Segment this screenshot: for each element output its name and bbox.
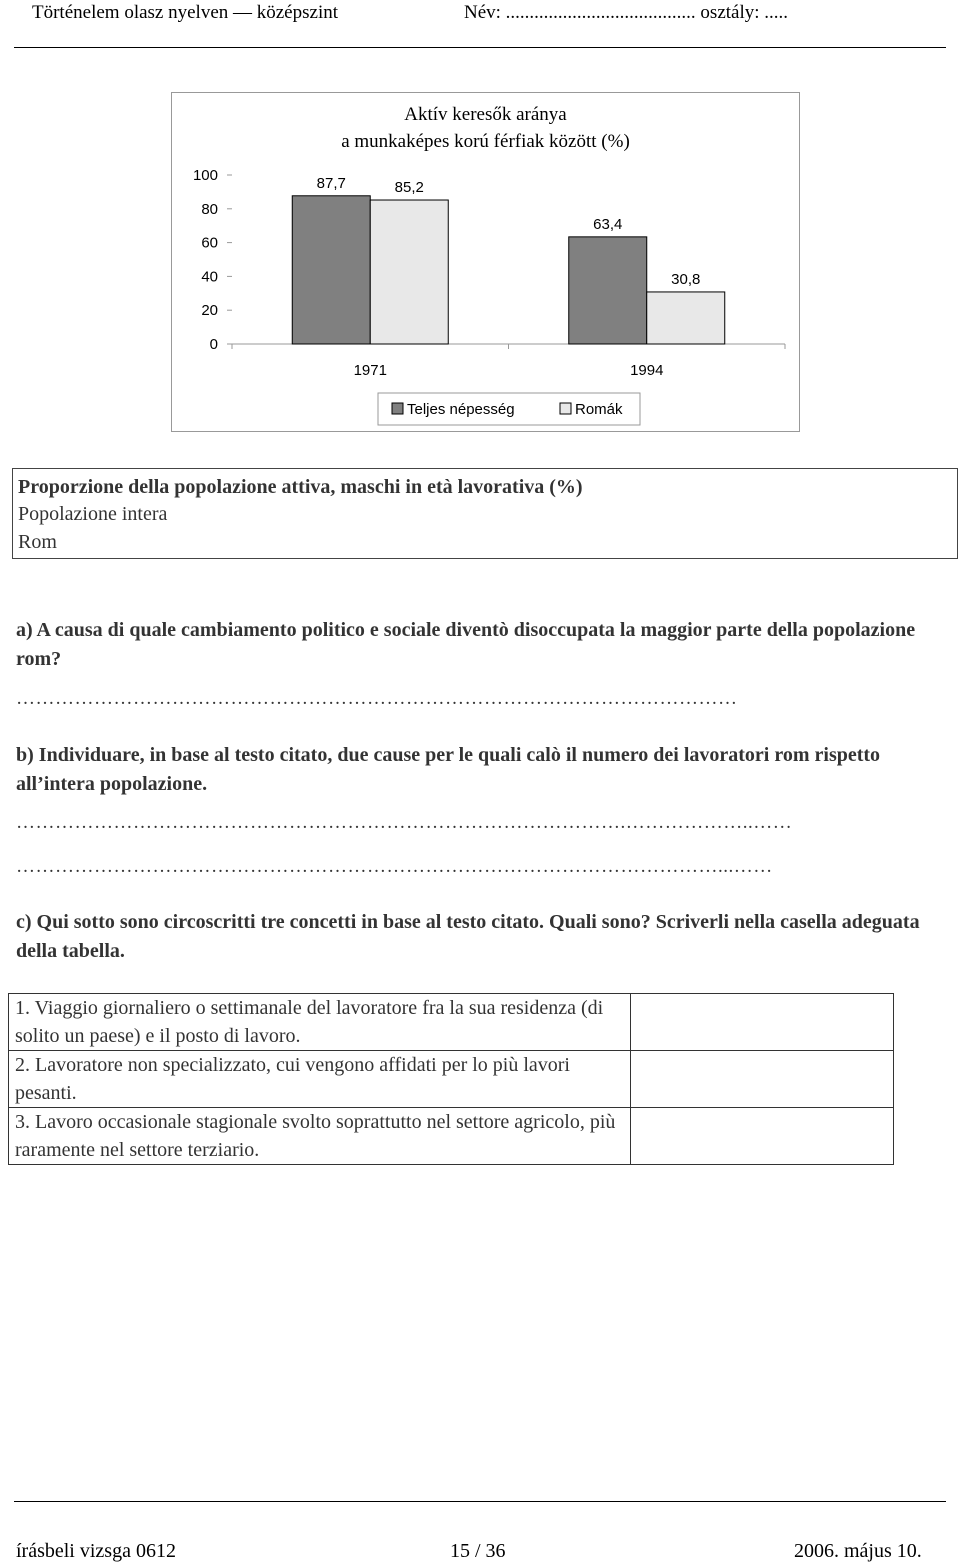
concept-description: 3. Lavoro occasionale stagionale svolto soprattutto nel settore agricolo, più raramente nel settore terziario.: [9, 1108, 631, 1165]
y-tick-label: 0: [209, 336, 218, 353]
bar: [292, 196, 370, 344]
x-tick-label: 1994: [630, 362, 664, 379]
answer-line-a[interactable]: …………………………………………………………………………………………………: [16, 688, 738, 709]
caption-series-1: Popolazione intera: [18, 503, 168, 525]
concept-answer-cell[interactable]: [631, 1051, 894, 1108]
bar: [370, 200, 448, 344]
chart-title: [172, 101, 799, 155]
question-a: a) A causa di quale cambiamento politico e sociale diventò disoccupata la maggior parte della popolazione rom?: [16, 619, 916, 670]
table-row: [9, 994, 894, 1051]
legend-entry: Teljes népesség: [407, 401, 515, 418]
data-label: 63,4: [593, 215, 623, 233]
legend-swatch: [560, 403, 571, 414]
y-tick-label: 100: [192, 167, 218, 184]
concept-answer-cell[interactable]: [631, 994, 894, 1051]
y-tick-label: 20: [201, 302, 218, 320]
chart-title-line-2: a munkaképes korú férfiak között (%): [341, 131, 630, 152]
chart-caption-box: [12, 468, 958, 559]
table-row: [9, 1051, 894, 1108]
question-b: b) Individuare, in base al testo citato, due cause per le quali calò il numero dei lavoratori rom rispetto all’intera popolazione.: [16, 744, 881, 795]
legend-entry: Romák: [575, 401, 623, 418]
x-tick-label: 1971: [353, 362, 387, 379]
bar: [647, 292, 725, 344]
header-subject: Történelem olasz nyelven — középszint: [32, 2, 339, 23]
answer-line-b1[interactable]: ………………………………………………………………………………….………………..……: [16, 812, 793, 833]
bar-chart: [171, 92, 800, 432]
concept-description: 1. Viaggio giornaliero o settimanale del lavoratore fra la sua residenza (di solito un paese) e il posto di lavoro.: [9, 994, 631, 1051]
footer-exam-id: írásbeli vizsga 0612: [16, 1540, 176, 1562]
concepts-table: [8, 993, 894, 1165]
data-label: 87,7: [316, 174, 346, 192]
caption-series-2: Rom: [18, 531, 57, 553]
footer-rule: [14, 1501, 946, 1502]
chart-title-line-1: Aktív keresők aránya: [404, 104, 567, 125]
caption-title: Proporzione della popolazione attiva, maschi in età lavorativa (%): [18, 476, 583, 498]
footer-page-number: 15 / 36: [450, 1540, 506, 1562]
bar: [569, 237, 647, 344]
footer-date: 2006. május 10.: [794, 1540, 922, 1562]
y-tick-label: 60: [201, 234, 218, 252]
legend-swatch: [392, 403, 403, 414]
question-c: c) Qui sotto sono circoscritti tre concetti in base al testo citato. Quali sono? Scriverli nella casella adeguata della tabella.: [16, 911, 920, 962]
header-rule: [14, 47, 946, 48]
concept-description: 2. Lavoratore non specializzato, cui vengono affidati per lo più lavori pesanti.: [9, 1051, 631, 1108]
y-tick-label: 40: [201, 268, 218, 286]
answer-line-b2[interactable]: ………………………………………………………………………………………………...……: [16, 856, 773, 877]
y-tick-label: 80: [201, 200, 218, 218]
concept-answer-cell[interactable]: [631, 1108, 894, 1165]
page-header: [14, 0, 946, 48]
table-row: [9, 1108, 894, 1165]
header-name-class-field: Név: ........................................ osztály: .....: [464, 2, 789, 23]
data-label: 30,8: [671, 270, 701, 288]
data-label: 85,2: [394, 179, 424, 197]
